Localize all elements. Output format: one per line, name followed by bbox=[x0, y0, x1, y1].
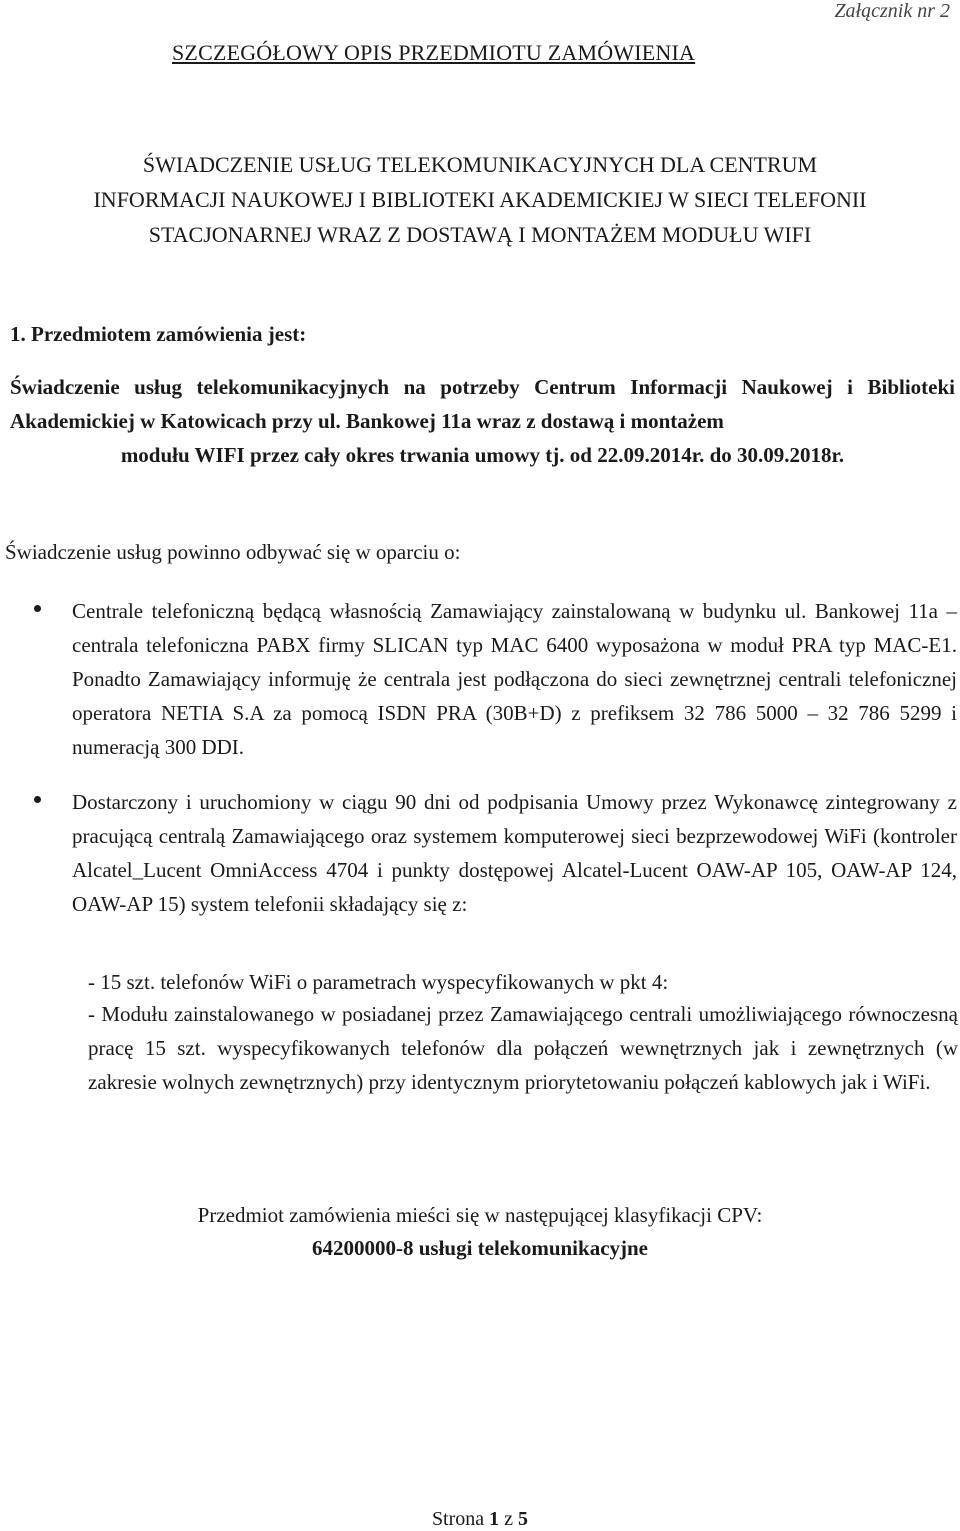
cpv-code: 64200000-8 usługi telekomunikacyjne bbox=[311, 1236, 649, 1260]
subtitle-line: INFORMACJI NAUKOWEJ I BIBLIOTEKI AKADEMICKIEJ W SIECI TELEFONII bbox=[93, 187, 867, 212]
section-1-body-last-line: modułu WIFI przez cały okres trwania umowy tj. od 22.09.2014r. do 30.09.2018r. bbox=[120, 443, 845, 467]
section-1-body bbox=[10, 370, 955, 472]
dash-item-phones: - 15 szt. telefonów WiFi o parametrach wyspecyfikowanych w pkt 4: bbox=[88, 970, 669, 994]
document-title: SZCZEGÓŁOWY OPIS PRZEDMIOTU ZAMÓWIENIA bbox=[172, 40, 696, 65]
section-1-heading: 1. Przedmiotem zamówienia jest: bbox=[10, 322, 307, 346]
dash-item-module: - Modułu zainstalowanego w posiadanej przez Zamawiającego centrali umożliwiającego równoczesną pracę 15 szt. wyspecyfikowanych telefonów dla połączeń wewnętrznych jak i zewnętrznych (w zakresie wolnych zewnętrznych) przy identycznym priorytetowaniu połączeń kablowych jak i WiFi. bbox=[88, 1002, 958, 1094]
subtitle-line: STACJONARNEJ WRAZ Z DOSTAWĄ I MONTAŻEM MODUŁU WIFI bbox=[148, 222, 812, 247]
subtitle-line: ŚWIADCZENIE USŁUG TELEKOMUNIKACYJNYCH DLA CENTRUM bbox=[142, 152, 818, 177]
page-word: Strona bbox=[431, 1508, 485, 1530]
page-current: 1 bbox=[489, 1508, 500, 1530]
document-subtitle bbox=[0, 147, 960, 252]
annex-label: Załącznik nr 2 bbox=[834, 0, 950, 22]
bullet-item-wifi-system: Dostarczony i uruchomiony w ciągu 90 dni od podpisania Umowy przez Wykonawcę zintegrowany z pracującą centralą Zamawiającego oraz systemem komputerowej sieci bezprzewodowej WiFi (kontroler Alcatel_Lucent OmniAccess 4704 i punkty dostępowej Alcatel-Lucent OAW-AP 105, OAW-AP 124, OAW-AP 15) system telefonii składający się z: bbox=[72, 790, 957, 916]
bullet-icon bbox=[34, 796, 41, 803]
page-total: 5 bbox=[518, 1508, 529, 1530]
section-1-body-text: Świadczenie usług telekomunikacyjnych na potrzeby Centrum Informacji Naukowej i Biblioteki Akademickiej w Katowicach przy ul. Bankowej 11a wraz z dostawą i montażem bbox=[10, 375, 955, 433]
service-basis-intro: Świadczenie usług powinno odbywać się w oparciu o: bbox=[5, 540, 461, 564]
page-of: z bbox=[504, 1508, 514, 1530]
bullet-icon bbox=[34, 605, 41, 612]
cpv-intro: Przedmiot zamówienia mieści się w następującej klasyfikacji CPV: bbox=[197, 1203, 763, 1227]
page-number bbox=[0, 1508, 960, 1531]
bullet-item-pabx: Centrale telefoniczną będącą własnością Zamawiający zainstalowaną w budynku ul. Bankowej 11a – centrala telefoniczna PABX firmy SLICAN typ MAC 6400 wyposażona w moduł PRA typ MAC-E1. Ponadto Zamawiający informuję że centrala jest podłączona do sieci zewnętrznej centrali telefonicznej operatora NETIA S.A za pomocą ISDN PRA (30B+D) z prefiksem 32 786 5000 – 32 786 5299 i numeracją 300 DDI. bbox=[72, 599, 957, 759]
